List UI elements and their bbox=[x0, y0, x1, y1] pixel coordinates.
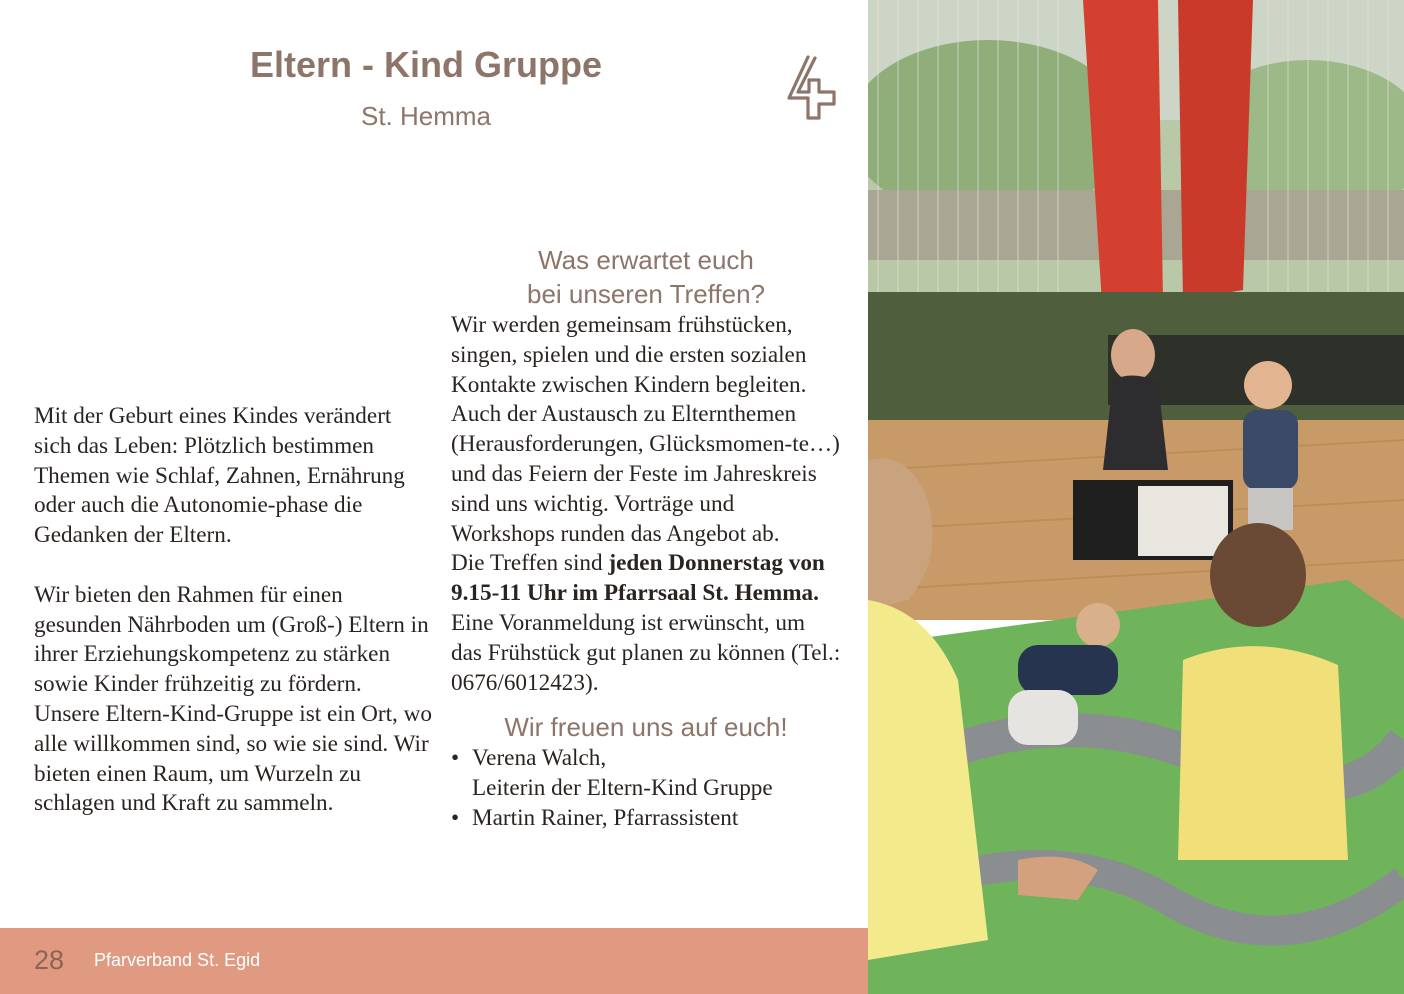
expect-heading bbox=[451, 243, 841, 311]
intro-paragraph: Mit der Geburt eines Kindes verändert sich das Leben: Plötzlich bestimmen Themen wie Schlaf, Zahnen, Ernährung oder auch die Autonomie-phase die Gedanken der Eltern. bbox=[34, 403, 405, 549]
number-four-cross-logo-icon bbox=[784, 54, 838, 122]
intro-column bbox=[34, 402, 434, 819]
page-subtitle: St. Hemma bbox=[360, 101, 492, 131]
page-number: 28 bbox=[34, 945, 65, 975]
expect-column bbox=[451, 243, 841, 834]
contact-item bbox=[451, 804, 841, 834]
meeting-prefix: Die Treffen sind bbox=[451, 550, 609, 577]
footer-band bbox=[0, 928, 868, 994]
group-photo bbox=[868, 0, 1404, 994]
closing-heading: Wir freuen uns auf euch! bbox=[504, 712, 788, 743]
contact-role: Leiterin der Eltern-Kind Gruppe bbox=[472, 775, 773, 802]
meeting-suffix: Eine Voranmeldung ist erwünscht, um das Frühstück gut planen zu können (Tel.: 0676/6012423). bbox=[451, 609, 841, 696]
playroom-photo-illustration bbox=[868, 0, 1404, 994]
expect-heading-line: Was erwartet euch bbox=[538, 245, 754, 275]
expect-body: Wir werden gemeinsam frühstücken, singen, spielen und die ersten sozialen Kontakte zwischen Kindern begleiten. Auch der Austausch zu Elternthemen (Herausforderungen, Glücksmomen-te…) und das Feiern der Feste im Jahreskreis sind uns wichtig. Vorträge und Workshops runden das Angebot ab. bbox=[451, 312, 840, 547]
meeting-info bbox=[451, 549, 841, 698]
contact-list bbox=[451, 744, 841, 833]
contact-item bbox=[451, 744, 841, 804]
contact-name: • Martin Rainer, Pfarrassistent bbox=[472, 804, 739, 831]
intro-paragraph: Wir bieten den Rahmen für einen gesunden Nährboden um (Groß-) Eltern in ihrer Erziehungskompetenz zu stärken sowie Kinder frühzeitig zu fördern. bbox=[34, 581, 429, 698]
page-title: Eltern - Kind Gruppe bbox=[249, 44, 602, 85]
expect-heading-line: bei unseren Treffen? bbox=[526, 279, 766, 309]
contact-name: • Verena Walch, bbox=[472, 745, 607, 772]
publication-name: Pfarverband St. Egid bbox=[94, 950, 261, 970]
meeting-time-place: jeden Donnerstag von 9.15-11 Uhr im Pfarrsaal St. Hemma. bbox=[451, 550, 825, 607]
intro-paragraph: Unsere Eltern-Kind-Gruppe ist ein Ort, wo alle willkommen sind, so wie sie sind. Wir bieten einen Raum, um Wurzeln zu schlagen und Kraft zu sammeln. bbox=[34, 700, 432, 817]
